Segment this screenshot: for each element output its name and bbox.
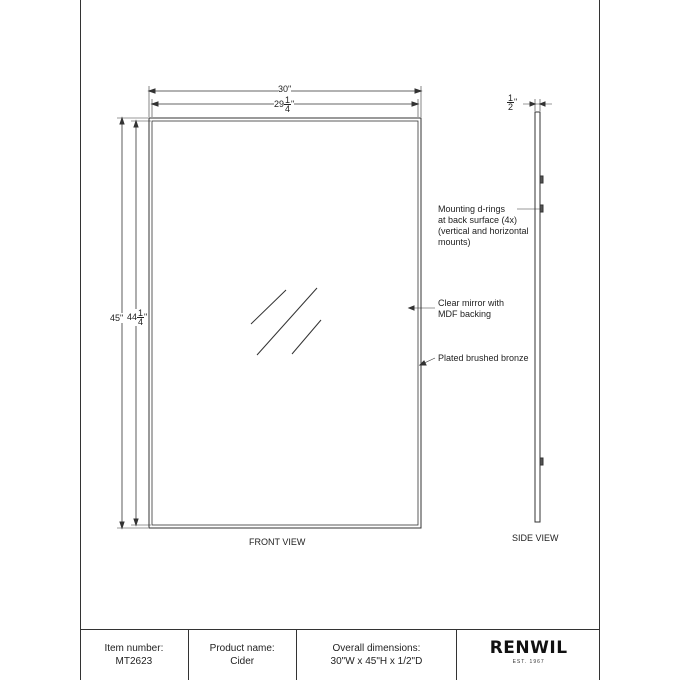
mirror-callout <box>438 298 504 320</box>
fraction-denominator: 4 <box>285 104 291 114</box>
callout-line: Plated brushed bronze <box>438 353 529 363</box>
reflection-line <box>292 320 321 354</box>
brand-cell <box>457 630 600 680</box>
fraction-numerator: 1 <box>285 95 291 105</box>
callout-line: (vertical and horizontal <box>438 226 529 236</box>
callout-line: mounts) <box>438 237 471 247</box>
dimensions-label: Overall dimensions: <box>332 643 421 654</box>
product-name-value: Cider <box>230 656 255 667</box>
depth-label: $\frac{1}{2}$ " <box>508 93 518 112</box>
d-ring <box>540 176 543 183</box>
front-view-title: FRONT VIEW <box>249 537 306 547</box>
callout-line: at back surface (4x) <box>438 215 518 225</box>
side-profile <box>535 112 540 522</box>
item-number-cell <box>80 630 189 680</box>
dimensions-cell <box>297 630 458 680</box>
d-ring <box>540 458 543 465</box>
dimensions-value: 30"W x 45"H x 1/2"D <box>330 656 423 667</box>
fraction-denominator: 2 <box>508 102 514 112</box>
height-outer-label <box>110 313 123 323</box>
product-name-label: Product name: <box>209 643 275 654</box>
reflection-line <box>257 288 317 355</box>
height-inner-fraction <box>137 309 144 326</box>
product-name-cell <box>189 630 297 680</box>
width-inner-label: 29 $\frac{1}{4}$ " <box>274 95 295 114</box>
width-outer-label <box>278 84 291 94</box>
fraction-numerator: 1 <box>508 93 514 103</box>
height-inner-label: 44 $\frac{1}{4}$ " <box>127 308 148 327</box>
brand-established: EST. 1967 <box>512 658 545 665</box>
item-number-label: Item number: <box>104 643 164 654</box>
mounting-callout <box>438 204 529 248</box>
item-number-value: MT2623 <box>115 656 153 667</box>
width-inner-whole: 29 <box>274 98 285 109</box>
fraction-denominator: 4 <box>138 317 144 327</box>
callout-line: Clear mirror with <box>438 298 505 308</box>
width-inner-fraction <box>284 96 291 113</box>
depth-fraction <box>507 94 514 111</box>
brand-logo: RENWIL <box>489 637 568 658</box>
side-view-title: SIDE VIEW <box>512 533 559 543</box>
title-block <box>80 629 600 680</box>
finish-callout <box>438 353 529 364</box>
height-outer-text: 45" <box>110 313 124 323</box>
reflection-line <box>251 290 286 324</box>
d-ring <box>540 205 543 212</box>
height-inner-whole: 44 <box>127 311 138 322</box>
width-outer-text: 30" <box>278 84 292 94</box>
callout-line: Mounting d-rings <box>438 204 506 214</box>
fraction-numerator: 1 <box>138 308 144 318</box>
callout-line: MDF backing <box>438 309 492 319</box>
